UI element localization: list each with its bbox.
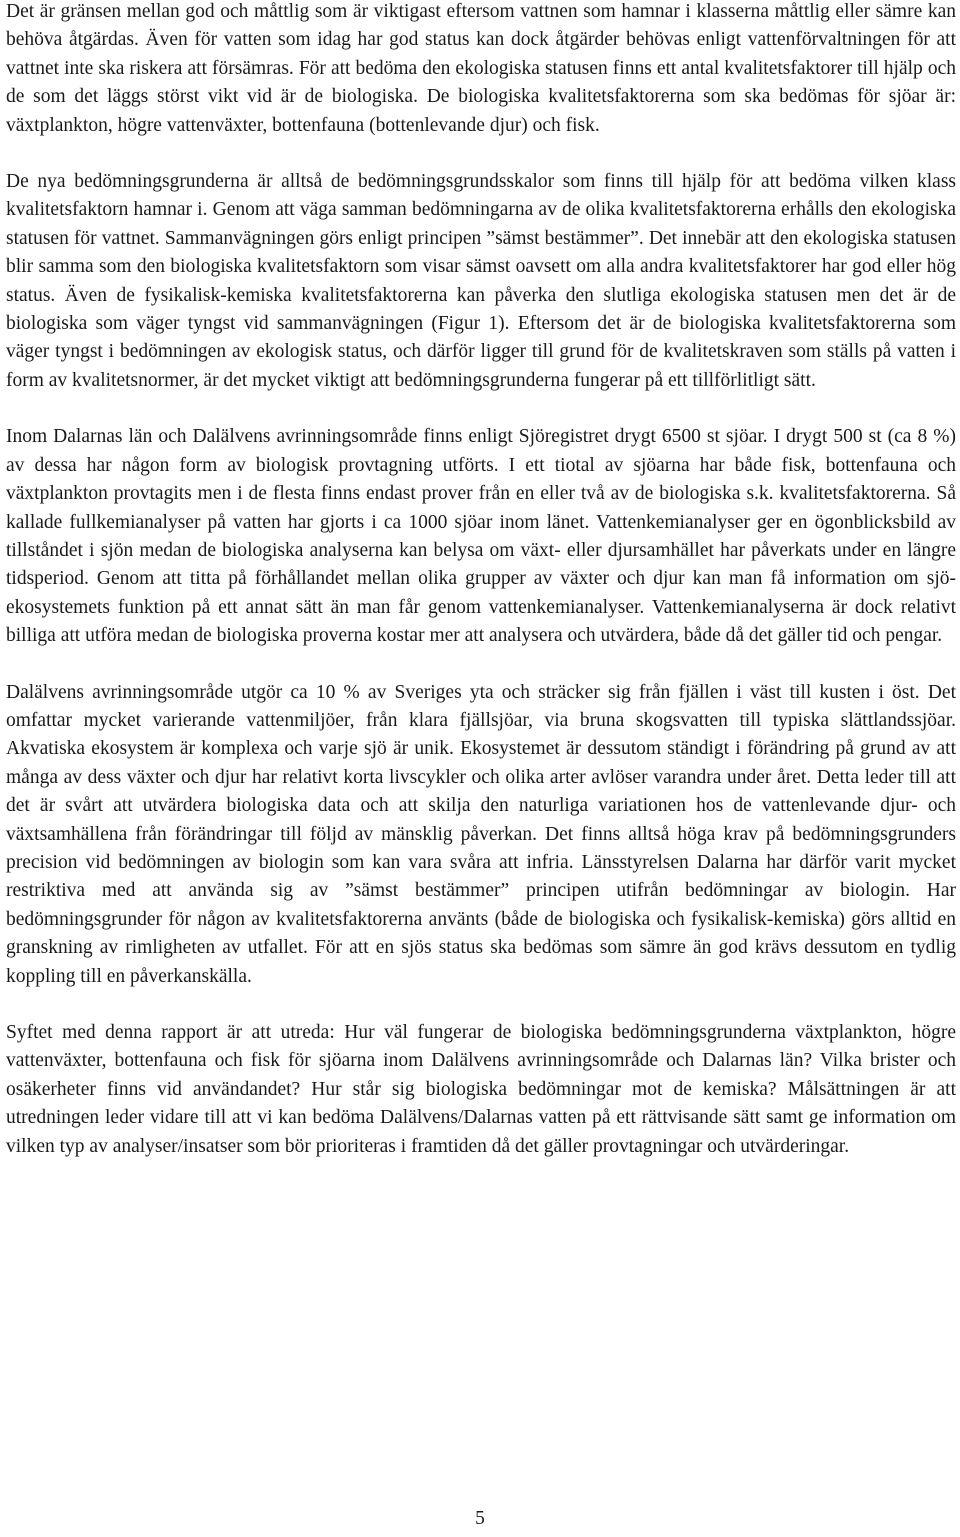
paragraph-5: Syftet med denna rapport är att utreda: Hur väl fungerar de biologiska bedömningsgrunderna växtplankton, högre vattenväxter, bottenfauna och fisk för sjöarna inom Dalälvens avrinningsområde och Dalarnas län? Vilka brister och osäkerheter finns vid användandet? Hur står sig biologiska bedömningar mot de kemiska? Målsättningen är att utredningen leder vidare till att vi kan bedöma Dalälvens/Dalarnas vatten på ett rättvisande sätt samt ge information om vilken typ av analyser/insatser som bör prioriteras i framtiden då det gäller provtagningar och utvärderingar. — [6, 1022, 956, 1157]
paragraph-3: Inom Dalarnas län och Dalälvens avrinningsområde finns enligt Sjöregistret drygt 6500 st sjöar. I drygt 500 st (ca 8 %) av dessa har någon form av biologisk provtagning utförts. I ett tiotal av sjöarna har både fisk, bottenfauna och växtplankton provtagits men i de flesta finns endast prover från en eller två av de biologiska s.k. kvalitetsfaktorerna. Så kallade fullkemianalyser på vatten har gjorts i ca 1000 sjöar inom länet. Vattenkemianalyser ger en ögonblicksbild av tillståndet i sjön medan de biologiska analyserna kan belysa om växt- eller djursamhället har påverkats under en längre tidsperiod. Genom att titta på förhållandet mellan olika grupper av växter och djur kan man få information om sjö-ekosystemets funktion på ett annat sätt än man får genom vattenkemianalyser. Vattenkemianalyserna är dock relativt billiga att utföra medan de biologiska proverna kostar mer att analysera och utvärdera, både då det gäller tid och pengar. — [6, 426, 956, 647]
page-number: 5 — [475, 1508, 485, 1529]
paragraph-2: De nya bedömningsgrunderna är alltså de bedömningsgrundsskalor som finns till hjälp för att bedöma vilken klass kvalitetsfaktorn hamnar i. Genom att väga samman bedömningarna av de olika kvalitetsfaktorerna erhålls den ekologiska statusen för vattnet. Sammanvägningen görs enligt principen ”sämst bestämmer”. Det innebär att den ekologiska statusen blir samma som den biologiska kvalitetsfaktorn som visar sämst oavsett om alla andra kvalitetsfaktorer har god eller hög status. Även de fysikalisk-kemiska kvalitetsfaktorerna kan påverka den slutliga ekologiska statusen men det är de biologiska som väger tyngst vid sammanvägningen (Figur 1). Eftersom det är de biologiska kvalitetsfaktorerna som väger tyngst i bedömningen av ekologisk status, och därför ligger till grund för de kvalitetskraven som ställs på vatten i form av kvalitetsnormer, är det mycket viktigt att bedömningsgrunderna fungerar på ett tillförlitligt sätt. — [6, 171, 956, 391]
paragraph-4: Dalälvens avrinningsområde utgör ca 10 % av Sveriges yta och sträcker sig från fjällen i väst till kusten i öst. Det omfattar mycket varierande vattenmiljöer, från klara fjällsjöar, via bruna skogsvatten till typiska slättlandssjöar. Akvatiska ekosystem är komplexa och varje sjö är unik. Ekosystemet är dessutom ständigt i förändring på grund av att många av dess växter och djur har relativt korta livscykler och olika arter avlöser varandra under året. Detta leder till att det är svårt att utvärdera biologiska data och att skilja den naturliga variationen hos de vattenlevande djur- och växtsamhällena från förändringar till följd av mänsklig påverkan. Det finns alltså höga krav på bedömningsgrunders precision vid bedömningen av biologin som kan vara svåra att infria. Länsstyrelsen Dalarna har därför varit mycket restriktiva med att använda sig av ”sämst bestämmer” principen utifrån bedömningar av biologin. Har bedömningsgrunder för någon av kvalitetsfaktorerna använts (både de biologiska och fysikalisk-kemiska) görs alltid en granskning av rimligheten av utfallet. För att en sjös status ska bedömas som sämre än god krävs dessutom en tydlig koppling till en påverkanskälla. — [6, 681, 956, 987]
paragraph-1: Det är gränsen mellan god och måttlig som är viktigast eftersom vattnen som hamnar i klasserna måttlig eller sämre kan behöva åtgärdas. Även för vatten som idag har god status kan dock åtgärder behövas enligt vattenförvaltningen för att vattnet inte ska riskera att försämras. För att bedöma den ekologiska statusen finns ett antal kvalitetsfaktorer till hjälp och de som det läggs störst vikt vid är de biologiska. De biologiska kvalitetsfaktorerna som ska bedömas för sjöar är: växtplankton, högre vattenväxter, bottenfauna (bottenlevande djur) och fisk. — [6, 1, 956, 136]
document-page — [6, 0, 956, 1161]
